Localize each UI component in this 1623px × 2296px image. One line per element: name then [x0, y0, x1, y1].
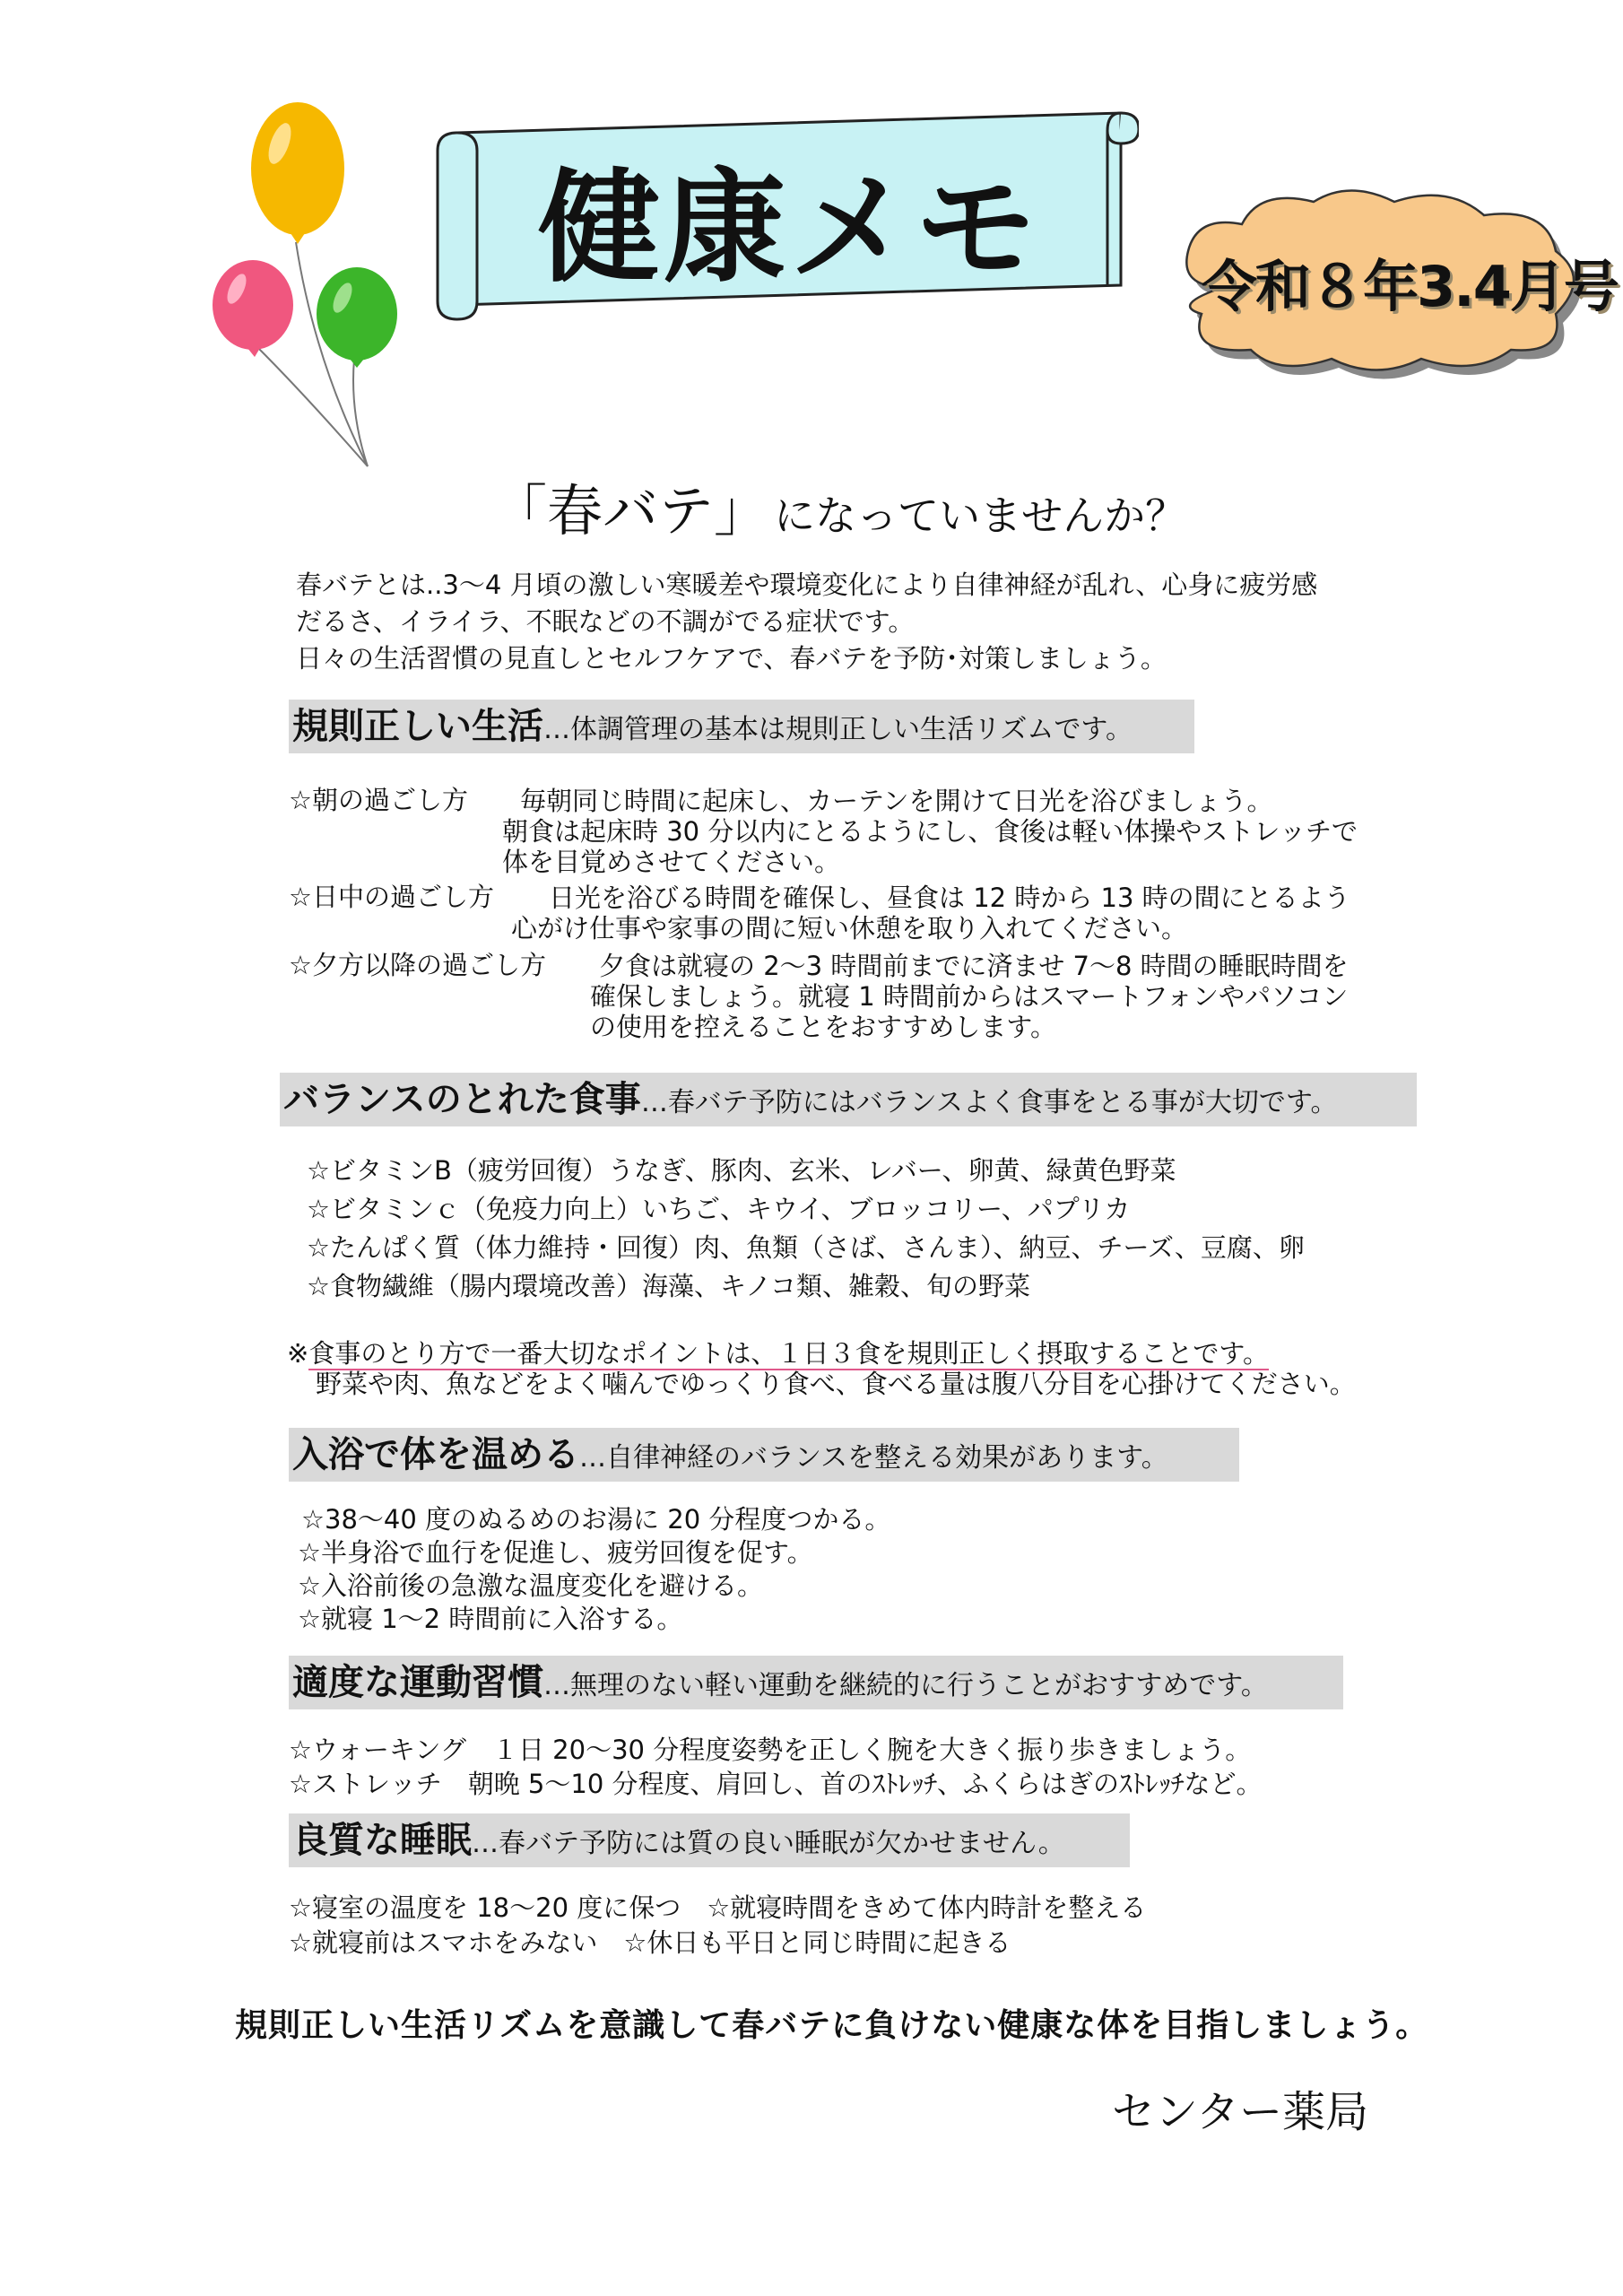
section-title: 良質な睡眠 — [292, 1820, 472, 1861]
list-item: ☆38～40 度のぬるめのお湯に 20 分程度つかる。 — [301, 1504, 891, 1535]
intro-paragraph — [296, 567, 1462, 677]
section-heading-diet — [280, 1073, 1417, 1126]
list-item: ☆就寝 1～2 時間前に入浴する。 — [298, 1604, 683, 1634]
item-body — [502, 786, 1358, 877]
intro-line: だるさ、イライラ、不眠などの不調がでる症状です。 — [296, 606, 915, 637]
sleep-list — [289, 1891, 1146, 1961]
list-item: ☆半身浴で血行を促進し、疲労回復を促す。 — [298, 1537, 813, 1568]
headline — [491, 475, 1186, 561]
bath-list — [298, 1503, 891, 1636]
section-heading-bath — [289, 1428, 1239, 1482]
item-line: 毎朝同じ時間に起床し、カーテンを開けて日光を浴びましょう。 — [520, 786, 1273, 816]
list-item — [289, 782, 468, 819]
list-item: ☆ストレッチ 朝晩 5～10 分程度、肩回し、首のｽﾄﾚｯﾁ、ふくらはぎのｽﾄﾚｯﾁなど。 — [289, 1769, 1263, 1799]
item-line: の使用を控えることをおすすめします。 — [590, 1012, 1056, 1042]
section-heading-regular — [289, 700, 1194, 753]
list-item — [289, 947, 546, 984]
item-line: 確保しましょう。就寝 1 時間前からはスマートフォンやパソコン — [590, 981, 1349, 1012]
item-body — [511, 883, 1350, 944]
item-line: 日光を浴びる時間を確保し、昼食は 12 時から 13 時の間にとるよう — [549, 883, 1350, 913]
section-title: 規則正しい生活 — [292, 706, 543, 747]
section-desc: …体調管理の基本は規則正しい生活リズムです。 — [543, 714, 1133, 745]
list-item: ☆就寝前はスマホをみない ☆休日も平日と同じ時間に起きる — [289, 1927, 1011, 1958]
list-item: ☆ビタミンB（疲労回復）うなぎ、豚肉、玄米、レバー、卵黄、緑黄色野菜 — [307, 1155, 1176, 1186]
item-label: ☆朝の過ごし方 — [289, 785, 468, 815]
headline-main: 「春バテ」 — [491, 478, 770, 544]
list-item — [289, 879, 494, 916]
section-heading-exercise — [289, 1656, 1343, 1709]
note-emphasis: 食事のとり方で一番大切なポイントは、１日３食を規則正しく摂取することです。 — [308, 1338, 1269, 1369]
list-item: ☆寝室の温度を 18～20 度に保つ ☆就寝時間をきめて体内時計を整える — [289, 1892, 1147, 1923]
item-line: 心がけ仕事や家事の間に短い休憩を取り入れてください。 — [511, 913, 1188, 944]
closing-message: 規則正しい生活リズムを意識して春バテに負けない健康な体を目指しましょう。 — [235, 2007, 1429, 2044]
item-label: ☆日中の過ごし方 — [289, 882, 494, 912]
note-line: 野菜や肉、魚などをよく噛んでゆっくり食べ、食べる量は腹八分目を心掛けてください。 — [316, 1369, 1356, 1399]
section-desc: …春バテ予防には質の良い睡眠が欠かせません。 — [472, 1828, 1065, 1859]
section-title: 適度な運動習慣 — [292, 1662, 543, 1703]
section-desc: …無理のない軽い運動を継続的に行うことがおすすめです。 — [543, 1670, 1268, 1701]
section-desc: …春バテ予防にはバランスよく食事をとる事が大切です。 — [640, 1087, 1338, 1118]
section-title: バランスのとれた食事 — [283, 1079, 641, 1120]
nutrient-list — [307, 1152, 1305, 1306]
section-title: 入浴で体を温める — [292, 1434, 579, 1475]
intro-line: 春バテとは..3～4 月頃の激しい寒暖差や環境変化により自律神経が乱れ、心身に疲労感 — [296, 570, 1318, 600]
item-line: 体を目覚めさせてください。 — [502, 847, 841, 877]
list-item: ☆入浴前後の急激な温度変化を避ける。 — [298, 1570, 763, 1601]
intro-line: 日々の生活習慣の見直しとセルフケアで、春バテを予防･対策しましょう。 — [296, 643, 1167, 674]
list-item: ☆ビタミンｃ（免疫力向上）いちご、キウイ、ブロッコリー、パプリカ — [307, 1194, 1131, 1224]
list-item: ☆たんぱく質（体力維持・回復）肉、魚類（さば、さんま）、納豆、チーズ、豆腐、卵 — [307, 1232, 1305, 1263]
item-body — [590, 951, 1349, 1042]
section-desc: …自律神経のバランスを整える効果があります。 — [579, 1442, 1168, 1474]
item-label: ☆夕方以降の過ごし方 — [289, 950, 546, 980]
list-item: ☆食物繊維（腸内環境改善）海藻、キノコ類、雑穀、旬の野菜 — [307, 1271, 1030, 1301]
list-item: ☆ウォーキング １日 20～30 分程度姿勢を正しく腕を大きく振り歩きましょう。 — [289, 1735, 1252, 1765]
section-heading-sleep — [289, 1813, 1130, 1867]
item-line: 夕食は就寝の 2～3 時間前までに済ませ 7～8 時間の睡眠時間を — [599, 951, 1349, 981]
exercise-list — [289, 1733, 1263, 1801]
pharmacy-name: センター薬局 — [1112, 2087, 1369, 2137]
note-prefix: ※ — [287, 1338, 309, 1369]
balloons-illustration — [197, 90, 430, 475]
page-title: 健康メモ — [538, 158, 1040, 300]
diet-note — [287, 1338, 1356, 1399]
issue-label: 令和８年3.4月号 — [1202, 254, 1618, 319]
headline-sub: になっていませんか？ — [774, 491, 1187, 540]
item-line: 朝食は起床時 30 分以内にとるようにし、食後は軽い体操やストレッチで — [502, 816, 1358, 847]
